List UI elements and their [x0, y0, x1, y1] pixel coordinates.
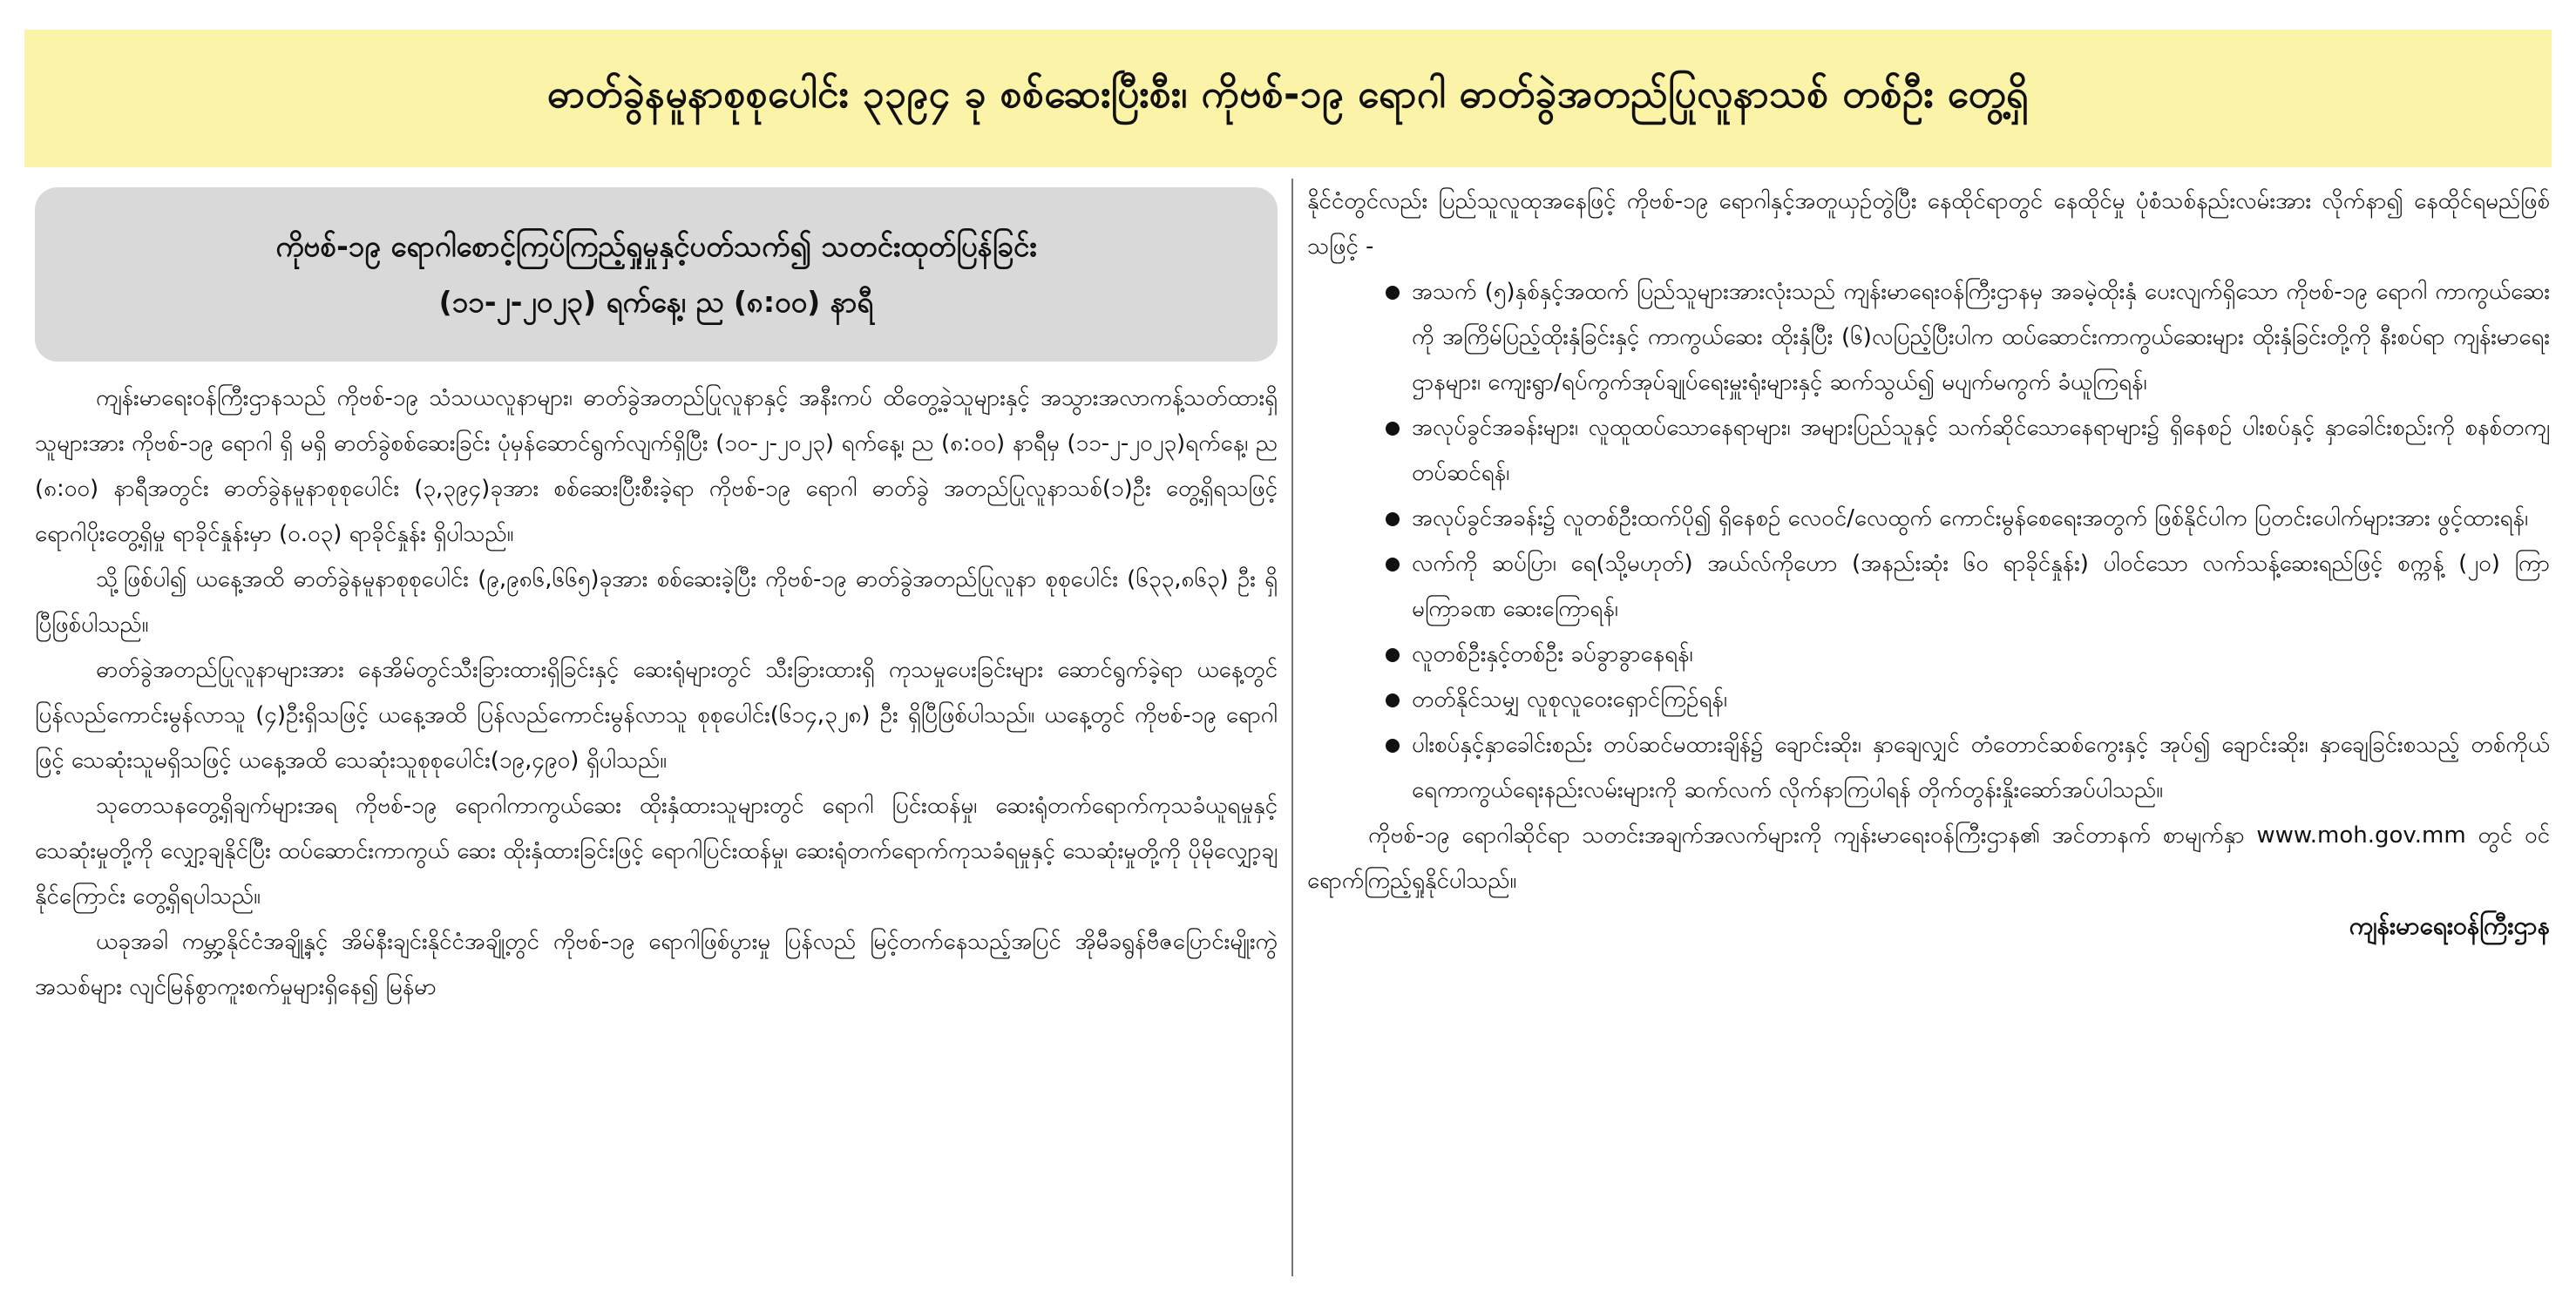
signature: ကျန်းမာရေးဝန်ကြီးဌာန: [2349, 911, 2550, 940]
bullet-icon: [1386, 558, 1400, 572]
bullet-icon: [1386, 286, 1400, 300]
body-paragraph: ကျန်းမာရေးဝန်ကြီးဌာနသည် ကိုဗစ်-၁၉ သံသယလူနာများ၊ ဓာတ်ခွဲအတည်ပြုလူနာနှင့် အနီးကပ် ထိတွေ့ခဲ့သူများနှင့် အသွားအလာကန့်သတ်ထားရှိသူများအား ကိုဗစ်-၁၉ ရောဂါ ရှိ မရှိ ဓာတ်ခွဲစစ်ဆေးခြင်း ပုံမှန်ဆောင်ရွက်လျက်ရှိပြီး (၁၀-၂-၂၀၂၃) ရက်နေ့၊ ည (၈:၀၀) နာရီမှ (၁၁-၂-၂၀၂၃)ရက်နေ့၊ ည (၈:၀၀) နာရီအတွင်း ဓာတ်ခွဲနမူနာစုစုပေါင်း (၃,၃၉၄)ခုအား စစ်ဆေးပြီးစီးခဲ့ရာ ကိုဗစ်-၁၉ ရောဂါ ဓာတ်ခွဲ အတည်ပြုလူနာသစ်(၁)ဦး တွေ့ရှိရသဖြင့် ရောဂါပိုးတွေ့ရှိမှု ရာခိုင်နှုန်းမှာ (၀.၀၃) ရာခိုင်နှုန်း ရှိပါသည်။: [35, 385, 1278, 547]
body-paragraph: နိုင်ငံတွင်လည်း ပြည်သူလူထုအနေဖြင့် ကိုဗစ်-၁၉ ရောဂါနှင့်အတူယှဉ်တွဲပြီး နေထိုင်ရာတွင် နေထိုင်မှု ပုံစံသစ်နည်းလမ်းအား လိုက်နာ၍ နေထိုင်ရမည်ဖြစ်သဖြင့် -: [1307, 188, 2550, 260]
list-item: လူတစ်ဦးနှင့်တစ်ဦး ခပ်ခွာခွာနေရန်၊: [1307, 632, 2550, 677]
list-item: အလုပ်ခွင်အခန်း၌ လူတစ်ဦးထက်ပို၍ ရှိနေစဉ် လေဝင်/လေထွက် ကောင်းမွန်စေရေးအတွက် ဖြစ်နိုင်ပါက ပြတင်းပေါက်များအား ဖွင့်ထားရန်၊: [1307, 496, 2550, 541]
bullet-icon: [1386, 422, 1400, 436]
advice-list: [1307, 269, 2550, 813]
list-item: တတ်နိုင်သမျှ လူစုလူဝေးရှောင်ကြဉ်ရန်၊: [1307, 677, 2550, 722]
bullet-icon: [1386, 512, 1400, 526]
list-item: အသက် (၅)နှစ်နှင့်အထက် ပြည်သူများအားလုံးသည် ကျန်းမာရေးဝန်ကြီးဌာနမှ အခမဲ့ထိုးနှံ ပေးလျက်ရှိသော ကိုဗစ်-၁၉ ရောဂါ ကာကွယ်ဆေးကို အကြိမ်ပြည့်ထိုးနှံခြင်းနှင့် ကာကွယ်ဆေး ထိုးနှံပြီး (၆)လပြည့်ပြီးပါက ထပ်ဆောင်းကာကွယ်ဆေးများ ထိုးနှံခြင်းတို့ကို နီးစပ်ရာ ကျန်းမာရေး ဌာနများ၊ ကျေးရွာ/ရပ်ကွက်အုပ်ချုပ်ရေးမှူးရုံးများနှင့် ဆက်သွယ်၍ မပျက်မကွက် ခံယူကြရန်၊: [1307, 269, 2550, 405]
body-paragraph: သို့ဖြစ်ပါ၍ ယနေ့အထိ ဓာတ်ခွဲနမူနာစုစုပေါင်း (၉,၉၈၆,၆၆၅)ခုအား စစ်ဆေးခဲ့ပြီး ကိုဗစ်-၁၉ ဓာတ်ခွဲအတည်ပြုလူနာ စုစုပေါင်း (၆၃၃,၈၆၃) ဦး ရှိပြီဖြစ်ပါသည်။: [35, 566, 1278, 638]
body-paragraph: ယခုအခါ ကမ္ဘာ့နိုင်ငံအချို့နှင့် အိမ်နီးချင်းနိုင်ငံအချို့တွင် ကိုဗစ်-၁၉ ရောဂါဖြစ်ပွားမှု ပြန်လည် မြင့်တက်နေသည့်အပြင် အိုမီခရွန်ဗီဇပြောင်းမျိုးကွဲအသစ်များ လျင်မြန်စွာကူးစက်မှုများရှိနေ၍ မြန်မာ: [35, 929, 1278, 1000]
bullet-icon: [1386, 739, 1400, 753]
body-paragraph: သုတေသနတွေ့ရှိချက်များအရ ကိုဗစ်-၁၉ ရောဂါကာကွယ်ဆေး ထိုးနှံထားသူများတွင် ရောဂါ ပြင်းထန်မှု၊ ဆေးရုံတက်ရောက်ကုသခံယူရမှုနှင့် သေဆုံးမှုတို့ကို လျှော့ချနိုင်ပြီး ထပ်ဆောင်းကာကွယ် ဆေး ထိုးနှံထားခြင်းဖြင့် ရောဂါပြင်းထန်မှု၊ ဆေးရုံတက်ရောက်ကုသခံရမှုနှင့် သေဆုံးမှုတို့ကို ပိုမိုလျှော့ချ နိုင်ကြောင်း တွေ့ရှိရပါသည်။: [35, 793, 1278, 910]
list-item: အလုပ်ခွင်အခန်းများ၊ လူထူထပ်သောနေရာများ၊ အများပြည်သူနှင့် သက်ဆိုင်သောနေရာများ၌ ရှိနေစဉ် ပါးစပ်နှင့် နှာခေါင်းစည်းကို စနစ်တကျတပ်ဆင်ရန်၊: [1307, 405, 2550, 496]
announcement-box: [35, 187, 1278, 362]
right-column: [1307, 179, 2550, 949]
headline-text: ဓာတ်ခွဲနမူနာစုစုပေါင်း ၃၃၉၄ ခု စစ်ဆေးပြီးစီး၊ ကိုဗစ်-၁၉ ရောဂါ ဓာတ်ခွဲအတည်ပြုလူနာသစ် တစ်ဦး တွေ့ရှိ: [547, 72, 2029, 117]
closing-paragraph: ကိုဗစ်-၁၉ ရောဂါဆိုင်ရာ သတင်းအချက်အလက်များကို ကျန်းမာရေးဝန်ကြီးဌာန၏ အင်တာနက် စာမျက်နှာ www.moh.gov.mm တွင် ဝင်ရောက်ကြည့်ရှုနိုင်ပါသည်။: [1307, 822, 2550, 894]
headline-banner: [24, 30, 2552, 167]
announcement-datetime: (၁၁-၂-၂၀၂၃) ရက်နေ့၊ ည (၈:၀၀) နာရီ: [438, 285, 874, 319]
bullet-icon: [1386, 648, 1400, 662]
left-column: [35, 187, 1278, 1010]
list-item: ပါးစပ်နှင့်နှာခေါင်းစည်း တပ်ဆင်မထားချိန်၌ ချောင်းဆိုး၊ နှာချေလျှင် တံတောင်ဆစ်ကွေးနှင့် အုပ်၍ ချောင်းဆိုး၊ နှာချေခြင်းစသည့် တစ်ကိုယ်ရေကာကွယ်ရေးနည်းလမ်းများကို ဆက်လက် လိုက်နာကြပါရန် တိုက်တွန်းနှိုးဆော်အပ်ပါသည်။: [1307, 722, 2550, 813]
column-divider: [1291, 179, 1293, 1276]
bullet-icon: [1386, 693, 1400, 707]
announcement-title: ကိုဗစ်-၁၉ ရောဂါစောင့်ကြပ်ကြည့်ရှုမှုနှင့်ပတ်သက်၍ သတင်းထုတ်ပြန်ခြင်း: [275, 229, 1037, 263]
list-item: လက်ကို ဆပ်ပြာ၊ ရေ(သို့မဟုတ်) အယ်လ်ကိုဟော (အနည်းဆုံး ၆၀ ရာခိုင်နှုန်း) ပါဝင်သော လက်သန့်ဆေးရည်ဖြင့် စက္ကန့် (၂၀) ကြာ မကြာခဏ ဆေးကြောရန်၊: [1307, 541, 2550, 632]
body-paragraph: ဓာတ်ခွဲအတည်ပြုလူနာများအား နေအိမ်တွင်သီးခြားထားရှိခြင်းနှင့် ဆေးရုံများတွင် သီးခြားထားရှိ ကုသမှုပေးခြင်းများ ဆောင်ရွက်ခဲ့ရာ ယနေ့တွင် ပြန်လည်ကောင်းမွန်လာသူ (၄)ဦးရှိသဖြင့် ယနေ့အထိ ပြန်လည်ကောင်းမွန်လာသူ စုစုပေါင်း(၆၁၄,၃၂၈) ဦး ရှိပြီဖြစ်ပါသည်။ ယနေ့တွင် ကိုဗစ်-၁၉ ရောဂါဖြင့် သေဆုံးသူမရှိသဖြင့် ယနေ့အထိ သေဆုံးသူစုစုပေါင်း(၁၉,၄၉၀) ရှိပါသည်။: [35, 657, 1278, 774]
